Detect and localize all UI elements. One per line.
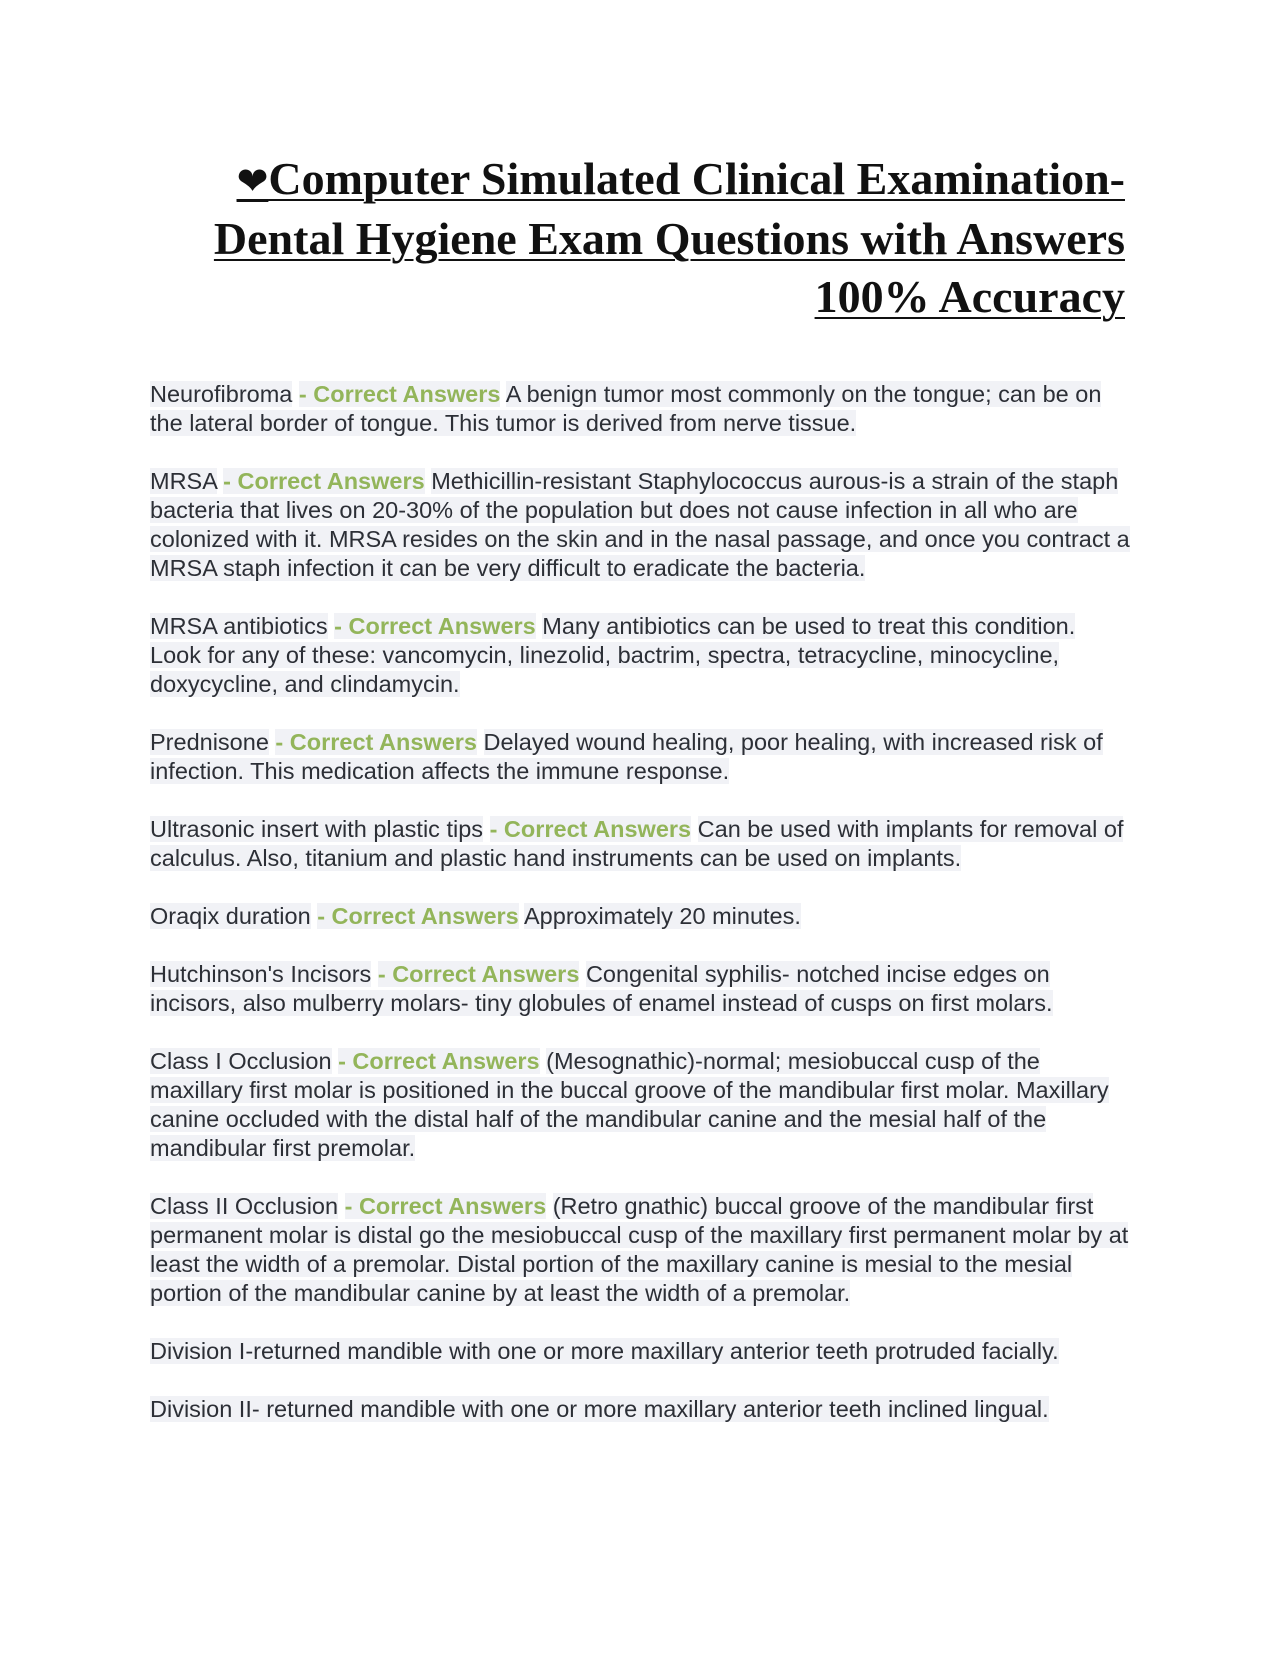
qa-answer: Delayed wound healing, poor healing, with increased risk of infection. This medication affects the immune response. bbox=[150, 729, 1103, 784]
qa-term: Ultrasonic insert with plastic tips bbox=[150, 816, 484, 842]
qa-term: Neurofibroma bbox=[150, 381, 293, 407]
correct-answers-label: - Correct Answers bbox=[338, 1048, 540, 1074]
heart-icon: ❤ bbox=[236, 159, 269, 203]
correct-answers-label: - Correct Answers bbox=[275, 729, 477, 755]
qa-term: Prednisone bbox=[150, 729, 269, 755]
correct-answers-label: - Correct Answers bbox=[334, 613, 536, 639]
note-text: Division II- returned mandible with one or more maxillary anterior teeth inclined lingual. bbox=[150, 1396, 1049, 1422]
page-title-text: Computer Simulated Clinical Examination- Dental Hygiene Exam Questions with Answers 100% Accuracy bbox=[213, 153, 1125, 322]
qa-term: Class I Occlusion bbox=[150, 1048, 332, 1074]
qa-answer: Can be used with implants for removal of calculus. Also, titanium and plastic hand instruments can be used on implants. bbox=[150, 816, 1124, 871]
qa-entry bbox=[150, 960, 1130, 1018]
correct-answers-label: - Correct Answers bbox=[377, 961, 580, 987]
qa-answer: (Retro gnathic) buccal groove of the mandibular first permanent molar is distal go the mesiobuccal cusp of the maxillary first permanent molar by at least the width of a premolar. Distal portion of the maxillary canine is mesial to the mesial portion of the mandibular canine by at least the width of a premolar. bbox=[150, 1193, 1129, 1306]
correct-answers-label: - Correct Answers bbox=[489, 816, 692, 842]
qa-entry bbox=[150, 612, 1130, 699]
qa-entry bbox=[150, 380, 1130, 438]
qa-answer: (Mesognathic)-normal; mesiobuccal cusp of the maxillary first molar is positioned in the buccal groove of the mandibular first molar. Maxillary canine occluded with the distal half of the mandibular canine and the mesial half of the mandibular first premolar. bbox=[150, 1048, 1109, 1161]
correct-answers-label: - Correct Answers bbox=[298, 381, 501, 407]
qa-answer: Methicillin-resistant Staphylococcus aurous-is a strain of the staph bacteria that lives on 20-30% of the population but does not cause infection in all who are colonized with it. MRSA resides on the skin and in the nasal passage, and once you contract a MRSA staph infection it can be very difficult to eradicate the bacteria. bbox=[150, 468, 1130, 581]
qa-entry bbox=[150, 815, 1130, 873]
qa-answer: A benign tumor most commonly on the tongue; can be on the lateral border of tongue. This tumor is derived from nerve tissue. bbox=[150, 381, 1102, 436]
correct-answers-label: - Correct Answers bbox=[223, 468, 425, 494]
qa-term: MRSA bbox=[150, 468, 217, 494]
note-paragraph bbox=[150, 1395, 1130, 1424]
qa-answer: Many antibiotics can be used to treat this condition. Look for any of these: vancomycin, linezolid, bactrim, spectra, tetracycline, minocycline, doxycycline, and clindamycin. bbox=[150, 613, 1076, 697]
correct-answers-label: - Correct Answers bbox=[344, 1193, 547, 1219]
note-paragraph bbox=[150, 1337, 1130, 1366]
qa-term: Hutchinson's Incisors bbox=[150, 961, 372, 987]
qa-entry bbox=[150, 1192, 1130, 1308]
qa-entry bbox=[150, 467, 1130, 583]
note-text: Division I-returned mandible with one or more maxillary anterior teeth protruded facially. bbox=[150, 1338, 1059, 1364]
qa-term: Oraqix duration bbox=[150, 903, 311, 929]
qa-term: Class II Occlusion bbox=[150, 1193, 339, 1219]
qa-entry bbox=[150, 1047, 1130, 1163]
qa-list bbox=[150, 380, 1130, 1453]
qa-term: MRSA antibiotics bbox=[150, 613, 328, 639]
qa-answer: Congenital syphilis- notched incise edges on incisors, also mulberry molars- tiny globules of enamel instead of cusps on first molars. bbox=[150, 961, 1053, 1016]
correct-answers-label: - Correct Answers bbox=[317, 903, 519, 929]
qa-answer: Approximately 20 minutes. bbox=[524, 903, 801, 929]
page-title bbox=[150, 150, 1125, 326]
qa-entry bbox=[150, 728, 1130, 786]
qa-entry bbox=[150, 902, 1130, 931]
